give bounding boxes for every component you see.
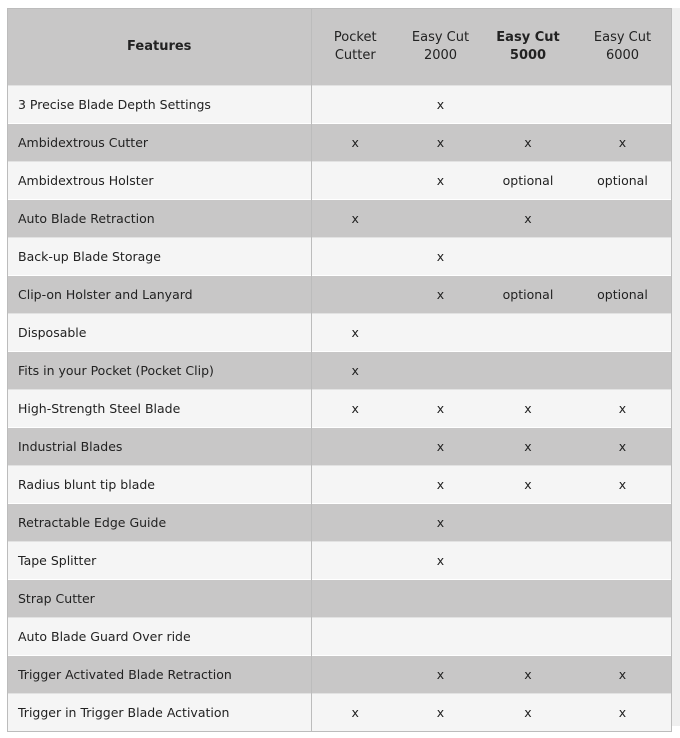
feature-value-cell: optional	[482, 276, 574, 314]
feature-value-cell	[311, 162, 399, 200]
header-features	[8, 9, 311, 86]
table-row	[8, 504, 671, 542]
feature-value-cell	[311, 504, 399, 542]
table-row	[8, 238, 671, 276]
feature-value-cell: x	[311, 390, 399, 428]
feature-name-cell: Trigger in Trigger Blade Activation	[8, 694, 311, 732]
feature-value-cell: x	[399, 124, 482, 162]
feature-value-cell	[574, 200, 671, 238]
header-label-line2: 2000	[423, 48, 458, 63]
feature-value-cell	[311, 580, 399, 618]
feature-value-cell	[574, 542, 671, 580]
header-label-line1: Easy Cut	[411, 30, 470, 45]
scrollbar-track[interactable]	[672, 8, 680, 726]
feature-value-cell	[399, 580, 482, 618]
feature-value-cell	[311, 656, 399, 694]
feature-value-cell	[311, 276, 399, 314]
feature-value-cell	[311, 86, 399, 124]
header-features-label: Features	[127, 39, 192, 54]
header-easy-cut-5000	[482, 9, 574, 86]
feature-name-cell: Industrial Blades	[8, 428, 311, 466]
table-row	[8, 542, 671, 580]
feature-value-cell: x	[311, 352, 399, 390]
feature-value-cell	[574, 86, 671, 124]
feature-name-cell: Strap Cutter	[8, 580, 311, 618]
feature-value-cell	[574, 618, 671, 656]
feature-value-cell	[399, 618, 482, 656]
feature-name-cell: Radius blunt tip blade	[8, 466, 311, 504]
feature-name-cell: Trigger Activated Blade Retraction	[8, 656, 311, 694]
feature-value-cell: x	[399, 656, 482, 694]
feature-value-cell: x	[574, 656, 671, 694]
feature-value-cell: x	[399, 542, 482, 580]
table-row	[8, 352, 671, 390]
feature-value-cell: optional	[482, 162, 574, 200]
feature-value-cell: x	[399, 428, 482, 466]
feature-value-cell	[574, 314, 671, 352]
table-row	[8, 162, 671, 200]
feature-value-cell: x	[399, 390, 482, 428]
table-row	[8, 86, 671, 124]
table-row	[8, 390, 671, 428]
feature-value-cell: x	[311, 314, 399, 352]
table-row	[8, 656, 671, 694]
feature-value-cell: x	[574, 466, 671, 504]
feature-value-cell: optional	[574, 276, 671, 314]
feature-name-cell: Ambidextrous Cutter	[8, 124, 311, 162]
feature-value-cell	[482, 618, 574, 656]
feature-value-cell: x	[311, 200, 399, 238]
header-label-line2: Cutter	[334, 48, 376, 63]
feature-name-cell: Retractable Edge Guide	[8, 504, 311, 542]
feature-value-cell: x	[399, 86, 482, 124]
feature-value-cell	[311, 466, 399, 504]
feature-value-cell: x	[399, 694, 482, 732]
feature-value-cell	[311, 428, 399, 466]
header-pocket-cutter	[311, 9, 399, 86]
feature-value-cell: x	[399, 162, 482, 200]
table-body	[8, 86, 671, 732]
feature-value-cell	[482, 504, 574, 542]
feature-name-cell: Fits in your Pocket (Pocket Clip)	[8, 352, 311, 390]
header-label-line1: Easy Cut	[593, 30, 652, 45]
feature-value-cell: x	[399, 504, 482, 542]
header-row	[8, 9, 671, 86]
feature-value-cell: x	[399, 466, 482, 504]
feature-value-cell: x	[482, 428, 574, 466]
feature-value-cell: x	[574, 390, 671, 428]
table-row	[8, 694, 671, 732]
feature-name-cell: Clip-on Holster and Lanyard	[8, 276, 311, 314]
feature-value-cell: x	[482, 390, 574, 428]
feature-value-cell	[482, 580, 574, 618]
table-row	[8, 580, 671, 618]
feature-value-cell: x	[399, 276, 482, 314]
table-row	[8, 124, 671, 162]
feature-comparison-table	[8, 9, 671, 731]
comparison-table-container	[7, 8, 672, 732]
header-label-line2: 6000	[605, 48, 640, 63]
table-row	[8, 466, 671, 504]
table-row	[8, 314, 671, 352]
feature-name-cell: Disposable	[8, 314, 311, 352]
feature-value-cell: x	[399, 238, 482, 276]
header-easy-cut-6000	[574, 9, 671, 86]
feature-value-cell	[399, 352, 482, 390]
feature-value-cell: x	[311, 124, 399, 162]
feature-value-cell	[574, 238, 671, 276]
feature-name-cell: High-Strength Steel Blade	[8, 390, 311, 428]
feature-value-cell	[482, 238, 574, 276]
header-label-line1: Easy Cut	[496, 30, 560, 45]
feature-name-cell: Auto Blade Guard Over ride	[8, 618, 311, 656]
feature-value-cell	[482, 314, 574, 352]
feature-value-cell: x	[574, 124, 671, 162]
feature-value-cell	[482, 542, 574, 580]
table-row	[8, 200, 671, 238]
feature-value-cell: x	[482, 466, 574, 504]
feature-name-cell: Back-up Blade Storage	[8, 238, 311, 276]
feature-name-cell: Tape Splitter	[8, 542, 311, 580]
feature-name-cell: 3 Precise Blade Depth Settings	[8, 86, 311, 124]
header-label-line1: Pocket	[333, 30, 377, 45]
feature-value-cell	[574, 580, 671, 618]
feature-name-cell: Ambidextrous Holster	[8, 162, 311, 200]
table-row	[8, 276, 671, 314]
header-label-line2: 5000	[509, 48, 547, 63]
feature-value-cell	[574, 504, 671, 542]
feature-value-cell: x	[482, 694, 574, 732]
feature-value-cell	[311, 238, 399, 276]
header-easy-cut-2000	[399, 9, 482, 86]
feature-value-cell: optional	[574, 162, 671, 200]
feature-value-cell: x	[482, 200, 574, 238]
feature-value-cell	[399, 314, 482, 352]
feature-value-cell	[311, 542, 399, 580]
feature-value-cell: x	[482, 656, 574, 694]
feature-value-cell: x	[311, 694, 399, 732]
feature-value-cell	[311, 618, 399, 656]
feature-value-cell	[574, 352, 671, 390]
feature-value-cell: x	[574, 694, 671, 732]
feature-name-cell: Auto Blade Retraction	[8, 200, 311, 238]
table-header	[8, 9, 671, 86]
feature-value-cell: x	[574, 428, 671, 466]
feature-value-cell	[399, 200, 482, 238]
table-row	[8, 428, 671, 466]
feature-value-cell	[482, 86, 574, 124]
feature-value-cell: x	[482, 124, 574, 162]
feature-value-cell	[482, 352, 574, 390]
table-row	[8, 618, 671, 656]
